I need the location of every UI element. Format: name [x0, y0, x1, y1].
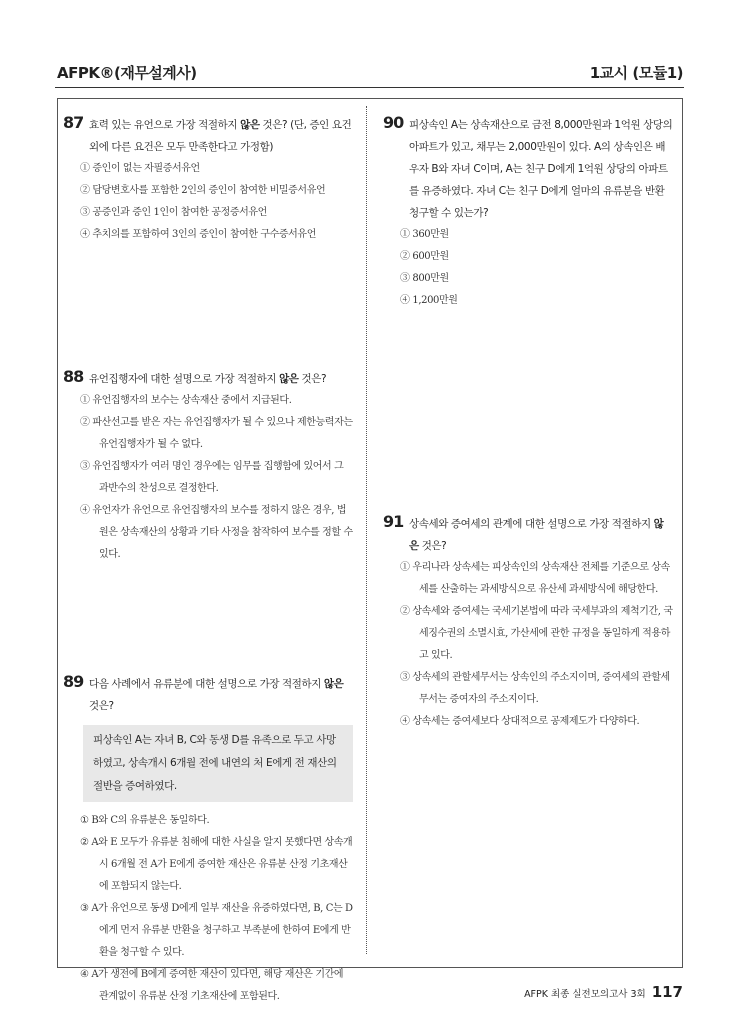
answer-option[interactable]: ① 증인이 없는 자필증서유언 [80, 163, 200, 174]
stem-text: 것은? [298, 373, 327, 385]
answer-option[interactable]: ③ 유언집행자가 여러 명인 경우에는 임무를 집행함에 있어서 그 과반수의 찬성으로 결정한다. [80, 461, 344, 494]
answer-option[interactable]: ① 우리나라 상속세는 피상속인의 상속재산 전체를 기준으로 상속세를 산출하는 과세방식으로 유산세 과세방식에 해당한다. [400, 562, 670, 595]
stem-emphasis: 않은 [240, 119, 260, 131]
question-stem [89, 114, 353, 158]
answer-option[interactable]: ③ 상속세의 관할세무서는 상속인의 주소지이며, 증여세의 관할세무서는 증여자의 주소지이다. [400, 672, 670, 705]
question-87 [63, 114, 353, 246]
question-number: 91 [383, 512, 404, 531]
footer-text: AFPK 최종 실전모의고사 3회 [524, 989, 646, 1000]
session-label: 1교시 (모듈1) [589, 64, 683, 82]
page-footer [524, 983, 683, 1001]
question-number: 87 [63, 113, 84, 132]
answer-option[interactable]: ② 상속세와 증여세는 국세기본법에 따라 국세부과의 제척기간, 국세징수권의 소멸시효, 가산세에 관한 규정을 동일하게 적용하고 있다. [400, 606, 673, 661]
answer-option[interactable]: ① 유언집행자의 보수는 상속재산 중에서 지급된다. [80, 395, 292, 406]
question-number: 88 [63, 367, 84, 386]
question-stem [409, 513, 673, 557]
answer-option[interactable]: ① B와 C의 유류분은 동일하다. [80, 815, 210, 826]
stem-emphasis: 않은 [323, 678, 344, 690]
question-stem [89, 673, 353, 717]
question-stem [89, 368, 353, 390]
question-stem [409, 114, 673, 224]
answer-option[interactable]: ③ 공증인과 증인 1인이 참여한 공정증서유언 [80, 207, 267, 218]
answer-option[interactable]: ① 360만원 [400, 229, 449, 240]
stem-text: 것은? [418, 540, 447, 552]
stem-text: 피상속인 A는 상속재산으로 금전 8,000만원과 1억원 상당의 아파트가 있고, 채무는 2,000만원이 있다. A의 상속인은 배우자 B와 자녀 C이며, A는 친구 D에게 1억원 상당의 아파트를 유증하였다. 자녀 C는 친구 D에게 얼마의 유류분을 반환청구할 수 있는가? [409, 119, 673, 219]
answer-option[interactable]: ③ 800만원 [400, 273, 449, 284]
stem-emphasis: 않은 [409, 518, 664, 552]
stem-text: 상속세와 증여세의 관계에 대한 설명으로 가장 적절하지 [409, 518, 654, 530]
stem-text: 다음 사례에서 유류분에 대한 설명으로 가장 적절하지 [89, 678, 324, 690]
answer-option[interactable]: ④ 상속세는 증여세보다 상대적으로 공제제도가 다양하다. [400, 716, 640, 727]
answer-option[interactable]: ② A와 E 모두가 유류분 침해에 대한 사실을 알지 못했다면 상속개시 6개월 전 A가 E에게 증여한 재산은 유류분 산정 기초재산에 포함되지 않는다. [80, 837, 353, 892]
header-rule [55, 87, 684, 88]
answer-option[interactable]: ② 파산선고를 받은 자는 유언집행자가 될 수 있으나 제한능력자는 유언집행자가 될 수 없다. [80, 417, 353, 450]
stem-text: 유언집행자에 대한 설명으로 가장 적절하지 [89, 373, 280, 385]
question-88 [63, 368, 353, 566]
question-89 [63, 673, 353, 1008]
question-91 [383, 513, 673, 733]
answer-option[interactable]: ② 600만원 [400, 251, 449, 262]
answer-option[interactable]: ② 담당변호사를 포함한 2인의 증인이 참여한 비밀증서유언 [80, 185, 326, 196]
column-divider [366, 106, 367, 954]
stem-text: 것은? (단, 증인 요건 외에 다른 요건은 모두 만족한다고 가정함) [89, 119, 352, 153]
stem-text: 효력 있는 유언으로 가장 적절하지 [89, 119, 241, 131]
question-90 [383, 114, 673, 312]
question-number: 89 [63, 672, 84, 691]
question-number: 90 [383, 113, 404, 132]
exam-title: AFPK®(재무설계사) [57, 64, 197, 82]
answer-option[interactable]: ③ A가 유언으로 동생 D에게 일부 재산을 유증하였다면, B, C는 D에게 먼저 유류분 반환을 청구하고 부족분에 한하여 E에게 반환을 청구할 수 있다. [80, 903, 353, 958]
answer-option[interactable]: ④ 추치의를 포함하여 3인의 증인이 참여한 구수증서유언 [80, 229, 316, 240]
page-number: 117 [651, 983, 683, 1001]
stem-text: 것은? [89, 700, 114, 712]
answer-option[interactable]: ④ A가 생전에 B에게 증여한 재산이 있다면, 해당 재산은 기간에 관계없이 유류분 산정 기초재산에 포함된다. [80, 969, 344, 1002]
case-box: 피상속인 A는 자녀 B, C와 동생 D를 유족으로 두고 사망하였고, 상속개시 6개월 전에 내연의 처 E에게 전 재산의 절반을 증여하였다. [83, 725, 353, 802]
answer-option[interactable]: ④ 유언자가 유언으로 유언집행자의 보수를 정하지 않은 경우, 법원은 상속재산의 상황과 기타 사정을 참작하여 보수를 정할 수 있다. [80, 505, 353, 560]
stem-emphasis: 않은 [279, 373, 299, 385]
answer-option[interactable]: ④ 1,200만원 [400, 295, 458, 306]
